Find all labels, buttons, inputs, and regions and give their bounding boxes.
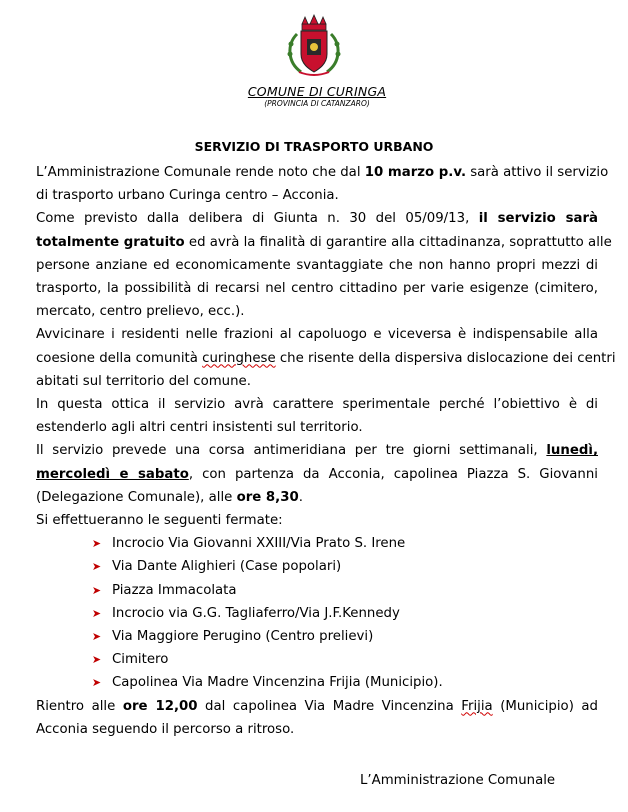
document-title: SERVIZIO DI TRASPORTO URBANO (194, 139, 434, 154)
paragraph-return: Rientro alle ore 12,00 dal capolinea Via Madre Vincenzina Frijia (Municipio) ad Acconia seguendo il percorso a ritroso. (36, 698, 598, 737)
arrow-bullet-icon: ➤ (91, 676, 102, 690)
province-name: (PROVINCIA DI CATANZARO) (264, 99, 370, 108)
arrow-bullet-icon: ➤ (91, 560, 102, 574)
paragraph-free-service: Come previsto dalla delibera di Giunta n. 30 del 05/09/13, il servizio sarà totalmente gratuito ed avrà la finalità di garantire alla cittadinanza, soprattutto alle persone anziane ed economicamente svantaggiate che non hanno propri mezzi di trasporto, la possibilità di recarsi nel centro cittadino per varie esigenze (cimitero, mercato, centro prelievo, ecc.). (36, 211, 612, 320)
arrow-bullet-icon: ➤ (91, 653, 102, 667)
arrow-bullet-icon: ➤ (91, 606, 102, 620)
municipality-name: COMUNE DI CURINGA (247, 84, 387, 99)
arrow-bullet-icon: ➤ (91, 537, 102, 551)
paragraph-stops-intro: Si effettueranno le seguenti fermate: (36, 513, 283, 529)
arrow-bullet-icon: ➤ (91, 583, 102, 597)
list-item: ➤ Piazza Immacolata (90, 579, 598, 602)
stops-list (36, 532, 598, 694)
document-body (36, 161, 616, 741)
list-item: ➤ Capolinea Via Madre Vincenzina Frijia (Municipio). (90, 671, 598, 694)
paragraph-intro: L’Amministrazione Comunale rende noto che dal 10 marzo p.v. sarà attivo il servizio di trasporto urbano Curinga centro – Acconia. (36, 165, 609, 204)
paragraph-schedule: Il servizio prevede una corsa antimeridiana per tre giorni settimanali, lunedì, mercoledì e sabato, con partenza da Acconia, capolinea Piazza S. Giovanni (Delegazione Comunale), alle ore 8,30. (36, 443, 598, 505)
letterhead (0, 14, 628, 80)
list-item: ➤ Via Dante Alighieri (Case popolari) (90, 555, 598, 578)
list-item: ➤ Incrocio via G.G. Tagliaferro/Via J.F.Kennedy (90, 602, 598, 625)
list-item: ➤ Incrocio Via Giovanni XXIII/Via Prato S. Irene (90, 532, 598, 555)
list-item: ➤ Via Maggiore Perugino (Centro prelievi) (90, 625, 598, 648)
signature: L’Amministrazione Comunale (360, 773, 556, 788)
municipal-crest-icon (279, 14, 349, 80)
arrow-bullet-icon: ➤ (91, 630, 102, 643)
list-item: ➤ Cimitero (90, 648, 598, 671)
paragraph-cohesion: Avvicinare i residenti nelle frazioni al capoluogo e viceversa è indispensabile alla coesione della comunità curinghese che risente della dispersiva dislocazione dei centri abitati sul territorio del comune. (36, 327, 616, 389)
paragraph-experimental: In questa ottica il servizio avrà carattere sperimentale perché l’obiettivo è di estenderlo agli altri centri insistenti sul territorio. (36, 397, 598, 436)
